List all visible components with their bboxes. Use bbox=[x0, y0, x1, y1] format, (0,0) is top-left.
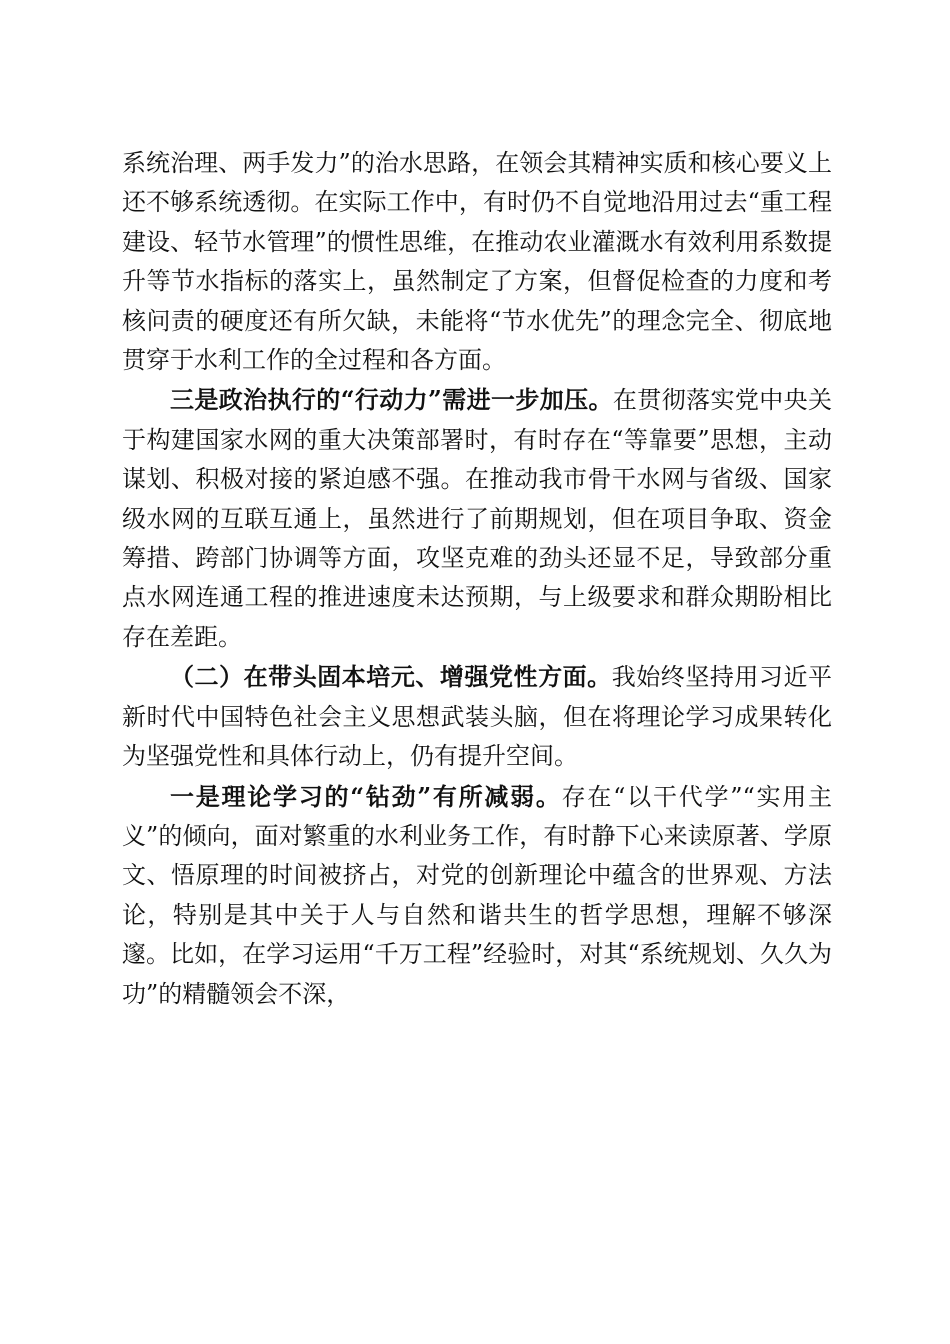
paragraph-lead: 三是政治执行的“行动力”需进一步加压。 bbox=[170, 385, 613, 415]
paragraph-continuation bbox=[122, 143, 832, 380]
section-heading: （二）在带头固本培元、增强党性方面。 bbox=[170, 662, 612, 692]
paragraph-text: 存在“以干代学”“实用主义”的倾向，面对繁重的水利业务工作，有时静下心来读原著、学原文、悟原理的时间被挤占，对党的创新理论中蕴含的世界观、方法论，特别是其中关于人与自然和谐共生的哲学思想，理解不够深邃。比如，在学习运用“千万工程”经验时，对其“系统规划、久久为功”的精髓领会不深， bbox=[122, 782, 832, 1008]
paragraph-lead: 一是理论学习的“钻劲”有所减弱。 bbox=[170, 781, 562, 811]
paragraph-theory-study bbox=[122, 777, 832, 1014]
document-body bbox=[122, 143, 832, 1014]
section-heading-paragraph bbox=[122, 657, 832, 776]
paragraph-text: 我始终坚持用习近平新时代中国特色社会主义思想武装头脑，但在将理论学习成果转化为坚强党性和具体行动上，仍有提升空间。 bbox=[122, 663, 833, 771]
paragraph-text: 在贯彻落实党中央关于构建国家水网的重大决策部署时，有时存在“等靠要”思想，主动谋划、积极对接的紧迫感不强。在推动我市骨干水网与省级、国家级水网的互联互通上，虽然进行了前期规划，但在项目争取、资金筹措、跨部门协调等方面，攻坚克难的劲头还显不足，导致部分重点水网连通工程的推进速度未达预期，与上级要求和群众期盼相比存在差距。 bbox=[122, 386, 833, 651]
paragraph-political-execution bbox=[122, 380, 832, 657]
paragraph-text: 系统治理、两手发力”的治水思路，在领会其精神实质和核心要义上还不够系统透彻。在实际工作中，有时仍不自觉地沿用过去“重工程建设、轻节水管理”的惯性思维，在推动农业灌溉水有效利用系数提升等节水指标的落实上，虽然制定了方案，但督促检查的力度和考核问责的硬度还有所欠缺，未能将“节水优先”的理念完全、彻底地贯穿于水利工作的全过程和各方面。 bbox=[122, 149, 832, 375]
